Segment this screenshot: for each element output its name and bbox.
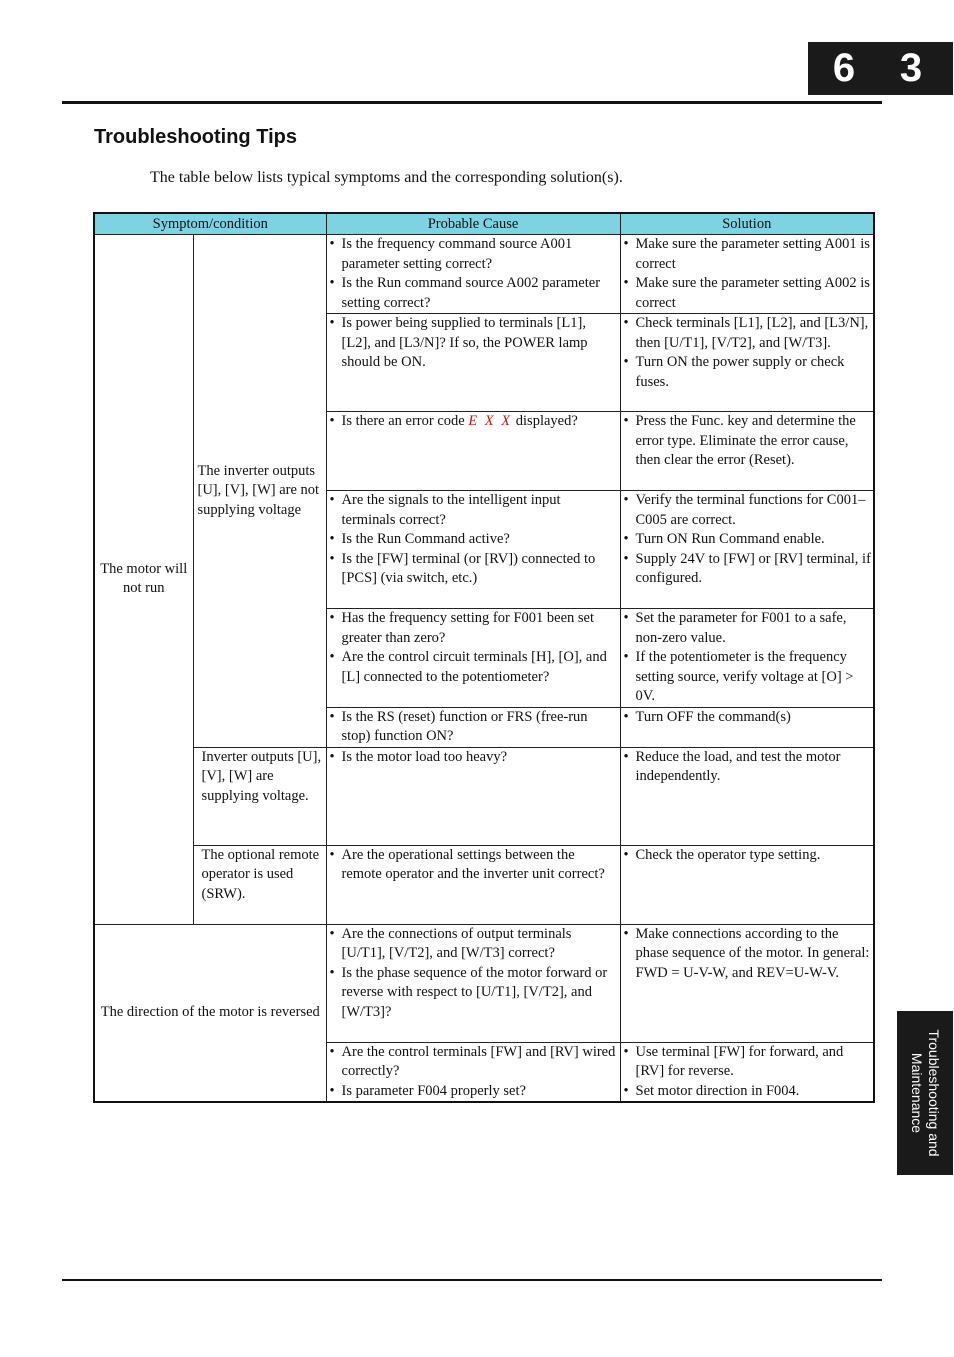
- list-item: [327, 412, 618, 432]
- solution-cell: [620, 235, 874, 314]
- solution-cell: [620, 412, 874, 491]
- error-code: E X X: [468, 413, 513, 429]
- list-item: • Are the control circuit terminals [H], [O], and [L] connected to the potentiometer?: [327, 648, 618, 687]
- list-item: • If the potentiometer is the frequency setting source, verify voltage at [O] > 0V.: [621, 648, 872, 707]
- cause-cell: [326, 412, 620, 491]
- list-item: • Is power being supplied to terminals [L1], [L2], and [L3/N]? If so, the POWER lamp should be ON.: [327, 314, 618, 373]
- header-rule: [62, 101, 882, 104]
- list-item: • Verify the terminal functions for C001–C005 are correct.: [621, 491, 872, 530]
- cause-cell: [326, 314, 620, 412]
- list-item: • Is the motor load too heavy?: [327, 748, 618, 768]
- solution-cell: [620, 747, 874, 845]
- list-item: • Is parameter F004 properly set?: [327, 1082, 618, 1102]
- solution-cell: [620, 707, 874, 747]
- list-item: • Press the Func. key and determine the error type. Eliminate the error cause, then clear the error (Reset).: [621, 412, 872, 471]
- list-item: • Turn ON Run Command enable.: [621, 530, 872, 550]
- table-row: [94, 235, 874, 314]
- page-number-badge: [808, 42, 953, 95]
- symptom-direction-reversed: The direction of the motor is reversed: [94, 924, 326, 1102]
- subcondition-remote-operator: The optional remote operator is used (SRW).: [193, 845, 326, 924]
- intro-paragraph: The table below lists typical symptoms and the corresponding solution(s).: [150, 169, 623, 186]
- list-item: • Are the control terminals [FW] and [RV] wired correctly?: [327, 1043, 618, 1082]
- cause-cell: [326, 747, 620, 845]
- error-question-suffix: displayed?: [515, 413, 578, 429]
- solution-cell: [620, 845, 874, 924]
- cause-cell: [326, 491, 620, 609]
- list-item: • Set motor direction in F004.: [621, 1082, 872, 1102]
- solution-cell: [620, 1042, 874, 1102]
- list-item: • Supply 24V to [FW] or [RV] terminal, if configured.: [621, 550, 872, 589]
- solution-cell: [620, 609, 874, 708]
- list-item: • Is the phase sequence of the motor forward or reverse with respect to [U/T1], [V/T2], and [W/T3]?: [327, 964, 618, 1023]
- subcondition-supplying: Inverter outputs [U], [V], [W] are supplying voltage.: [193, 747, 326, 845]
- solution-cell: [620, 314, 874, 412]
- solution-cell: [620, 924, 874, 1042]
- list-item: • Is the frequency command source A001 parameter setting correct?: [327, 235, 618, 274]
- list-item: • Set the parameter for F001 to a safe, non-zero value.: [621, 609, 872, 648]
- symptom-motor-will-not-run: The motor will not run: [94, 235, 193, 925]
- header-symptom: Symptom/condition: [94, 213, 326, 235]
- cause-cell: [326, 609, 620, 708]
- list-item: • Check terminals [L1], [L2], and [L3/N], then [U/T1], [V/T2], and [W/T3].: [621, 314, 872, 353]
- page-number: 3: [899, 46, 923, 90]
- cause-cell: [326, 1042, 620, 1102]
- table-row: [94, 845, 874, 924]
- chapter-number: 6: [832, 46, 856, 90]
- list-item: • Make connections according to the phase sequence of the motor. In general: FWD = U-V-W, and REV=U-W-V.: [621, 925, 872, 984]
- cause-cell: [326, 924, 620, 1042]
- list-item: • Is the RS (reset) function or FRS (free-run stop) function ON?: [327, 708, 618, 747]
- table-header-row: [94, 213, 874, 235]
- header-solution: Solution: [620, 213, 874, 235]
- cause-cell: [326, 235, 620, 314]
- chapter-side-tab: [897, 1011, 953, 1175]
- list-item: • Reduce the load, and test the motor independently.: [621, 748, 872, 787]
- list-item: • Make sure the parameter setting A001 is correct: [621, 235, 872, 274]
- list-item: • Turn ON the power supply or check fuses.: [621, 353, 872, 392]
- subcondition-not-supplying: The inverter outputs [U], [V], [W] are not supplying voltage: [193, 235, 326, 748]
- section-title: Troubleshooting Tips: [94, 126, 297, 148]
- solution-cell: [620, 491, 874, 609]
- list-item: • Are the operational settings between the remote operator and the inverter unit correct?: [327, 846, 618, 885]
- list-item: • Are the connections of output terminals [U/T1], [V/T2], and [W/T3] correct?: [327, 925, 618, 964]
- list-item: • Make sure the parameter setting A002 is correct: [621, 274, 872, 313]
- table-row: [94, 924, 874, 1042]
- cause-cell: [326, 707, 620, 747]
- list-item: • Check the operator type setting.: [621, 846, 872, 866]
- list-item: • Turn OFF the command(s): [621, 708, 872, 728]
- list-item: • Are the signals to the intelligent input terminals correct?: [327, 491, 618, 530]
- list-item: • Is the [FW] terminal (or [RV]) connected to [PCS] (via switch, etc.): [327, 550, 618, 589]
- list-item: • Has the frequency setting for F001 been set greater than zero?: [327, 609, 618, 648]
- list-item: • Is the Run command source A002 parameter setting correct?: [327, 274, 618, 313]
- footer-rule: [62, 1279, 882, 1281]
- cause-cell: [326, 845, 620, 924]
- troubleshooting-table: [93, 212, 875, 1103]
- list-item: • Is the Run Command active?: [327, 530, 618, 550]
- side-tab-label: Troubleshooting and Maintenance: [909, 1029, 942, 1157]
- error-question-prefix: Is there an error code: [341, 413, 465, 429]
- list-item: • Use terminal [FW] for forward, and [RV] for reverse.: [621, 1043, 872, 1082]
- header-cause: Probable Cause: [326, 213, 620, 235]
- table-row: [94, 747, 874, 845]
